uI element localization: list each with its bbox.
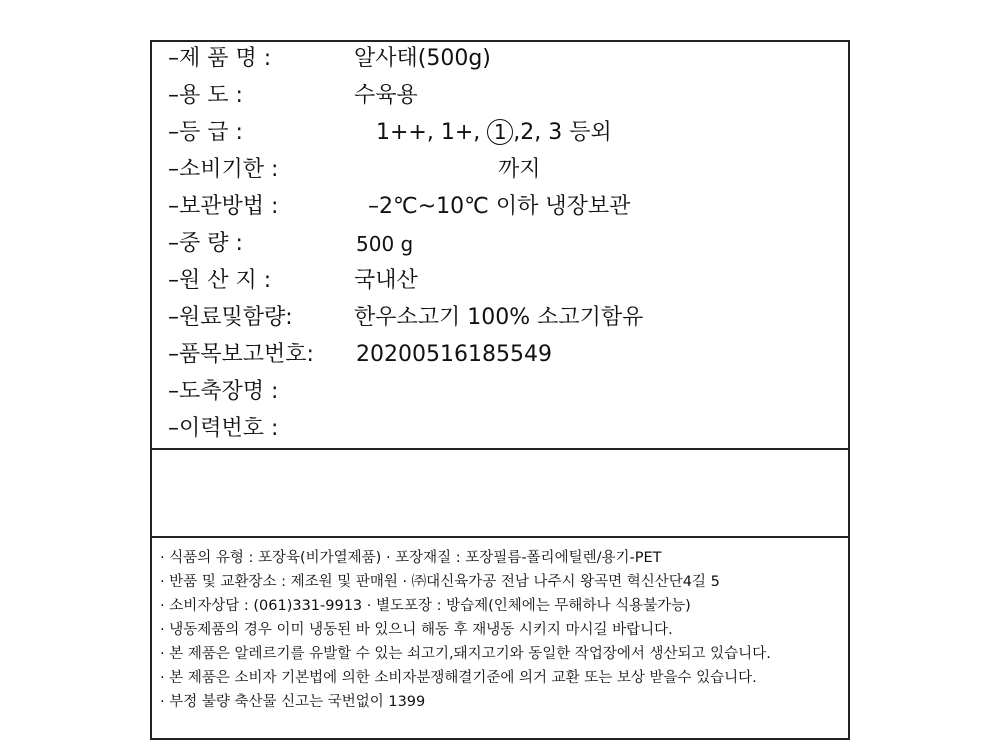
field-label: –원료및함량: [168,305,293,330]
product-label [150,40,850,740]
field-label: –등 급 : [168,120,243,145]
product-info-section [152,42,848,450]
field-label: –제 품 명 : [168,46,272,71]
field-label: –소비기한 : [168,157,279,182]
field-label: –원 산 지 : [168,268,272,293]
field-value [376,116,612,150]
grade-selected-circle: 1 [487,119,513,145]
notice-item: · 반품 및 교환장소 : 제조원 및 판매원 · ㈜대신육가공 전남 나주시 왕곡면 혁신산단4길 5 [160,574,720,590]
field-value: 수육용 [354,83,418,108]
notice-item: · 소비자상담 : (061)331-9913 · 별도포장 : 방습제(인체에는 무해하나 식용불가능) [160,598,691,614]
field-label: –도축장명 : [168,379,279,404]
field-value: 500 g [356,232,414,256]
notice-list [160,546,850,714]
notice-item: · 본 제품은 소비자 기본법에 의한 소비자분쟁해결기준에 의거 교환 또는 보상 받을수 있습니다. [160,670,757,686]
blank-section [152,452,848,536]
field-value: 국내산 [354,268,418,293]
field-label: –보관방법 : [168,194,279,219]
grade-options-after: ,2, 3 등외 [513,120,612,145]
field-label: –품목보고번호: [168,342,314,367]
notice-item: · 식품의 유형 : 포장육(비가열제품) · 포장재질 : 포장필름-폴리에틸렌/용기-PET [160,550,662,566]
field-value: 20200516185549 [356,342,552,367]
field-value: 까지 [498,157,541,182]
section-divider [152,536,848,538]
field-value: –2℃~10℃ 이하 냉장보관 [368,194,631,219]
notice-item: · 냉동제품의 경우 이미 냉동된 바 있으니 해동 후 재냉동 시키지 마시길 바랍니다. [160,622,673,638]
section-divider [152,448,848,450]
notice-item: · 본 제품은 알레르기를 유발할 수 있는 쇠고기,돼지고기와 동일한 작업장에서 생산되고 있습니다. [160,646,771,662]
field-label: –이력번호 : [168,416,279,441]
field-label: –용 도 : [168,83,243,108]
field-value: 알사태(500g) [354,46,491,71]
grade-options-before: 1++, 1+, [376,120,488,145]
notice-item: · 부정 불량 축산물 신고는 국번없이 1399 [160,694,426,710]
field-label: –중 량 : [168,231,243,256]
field-value: 한우소고기 100% 소고기함유 [354,305,644,330]
